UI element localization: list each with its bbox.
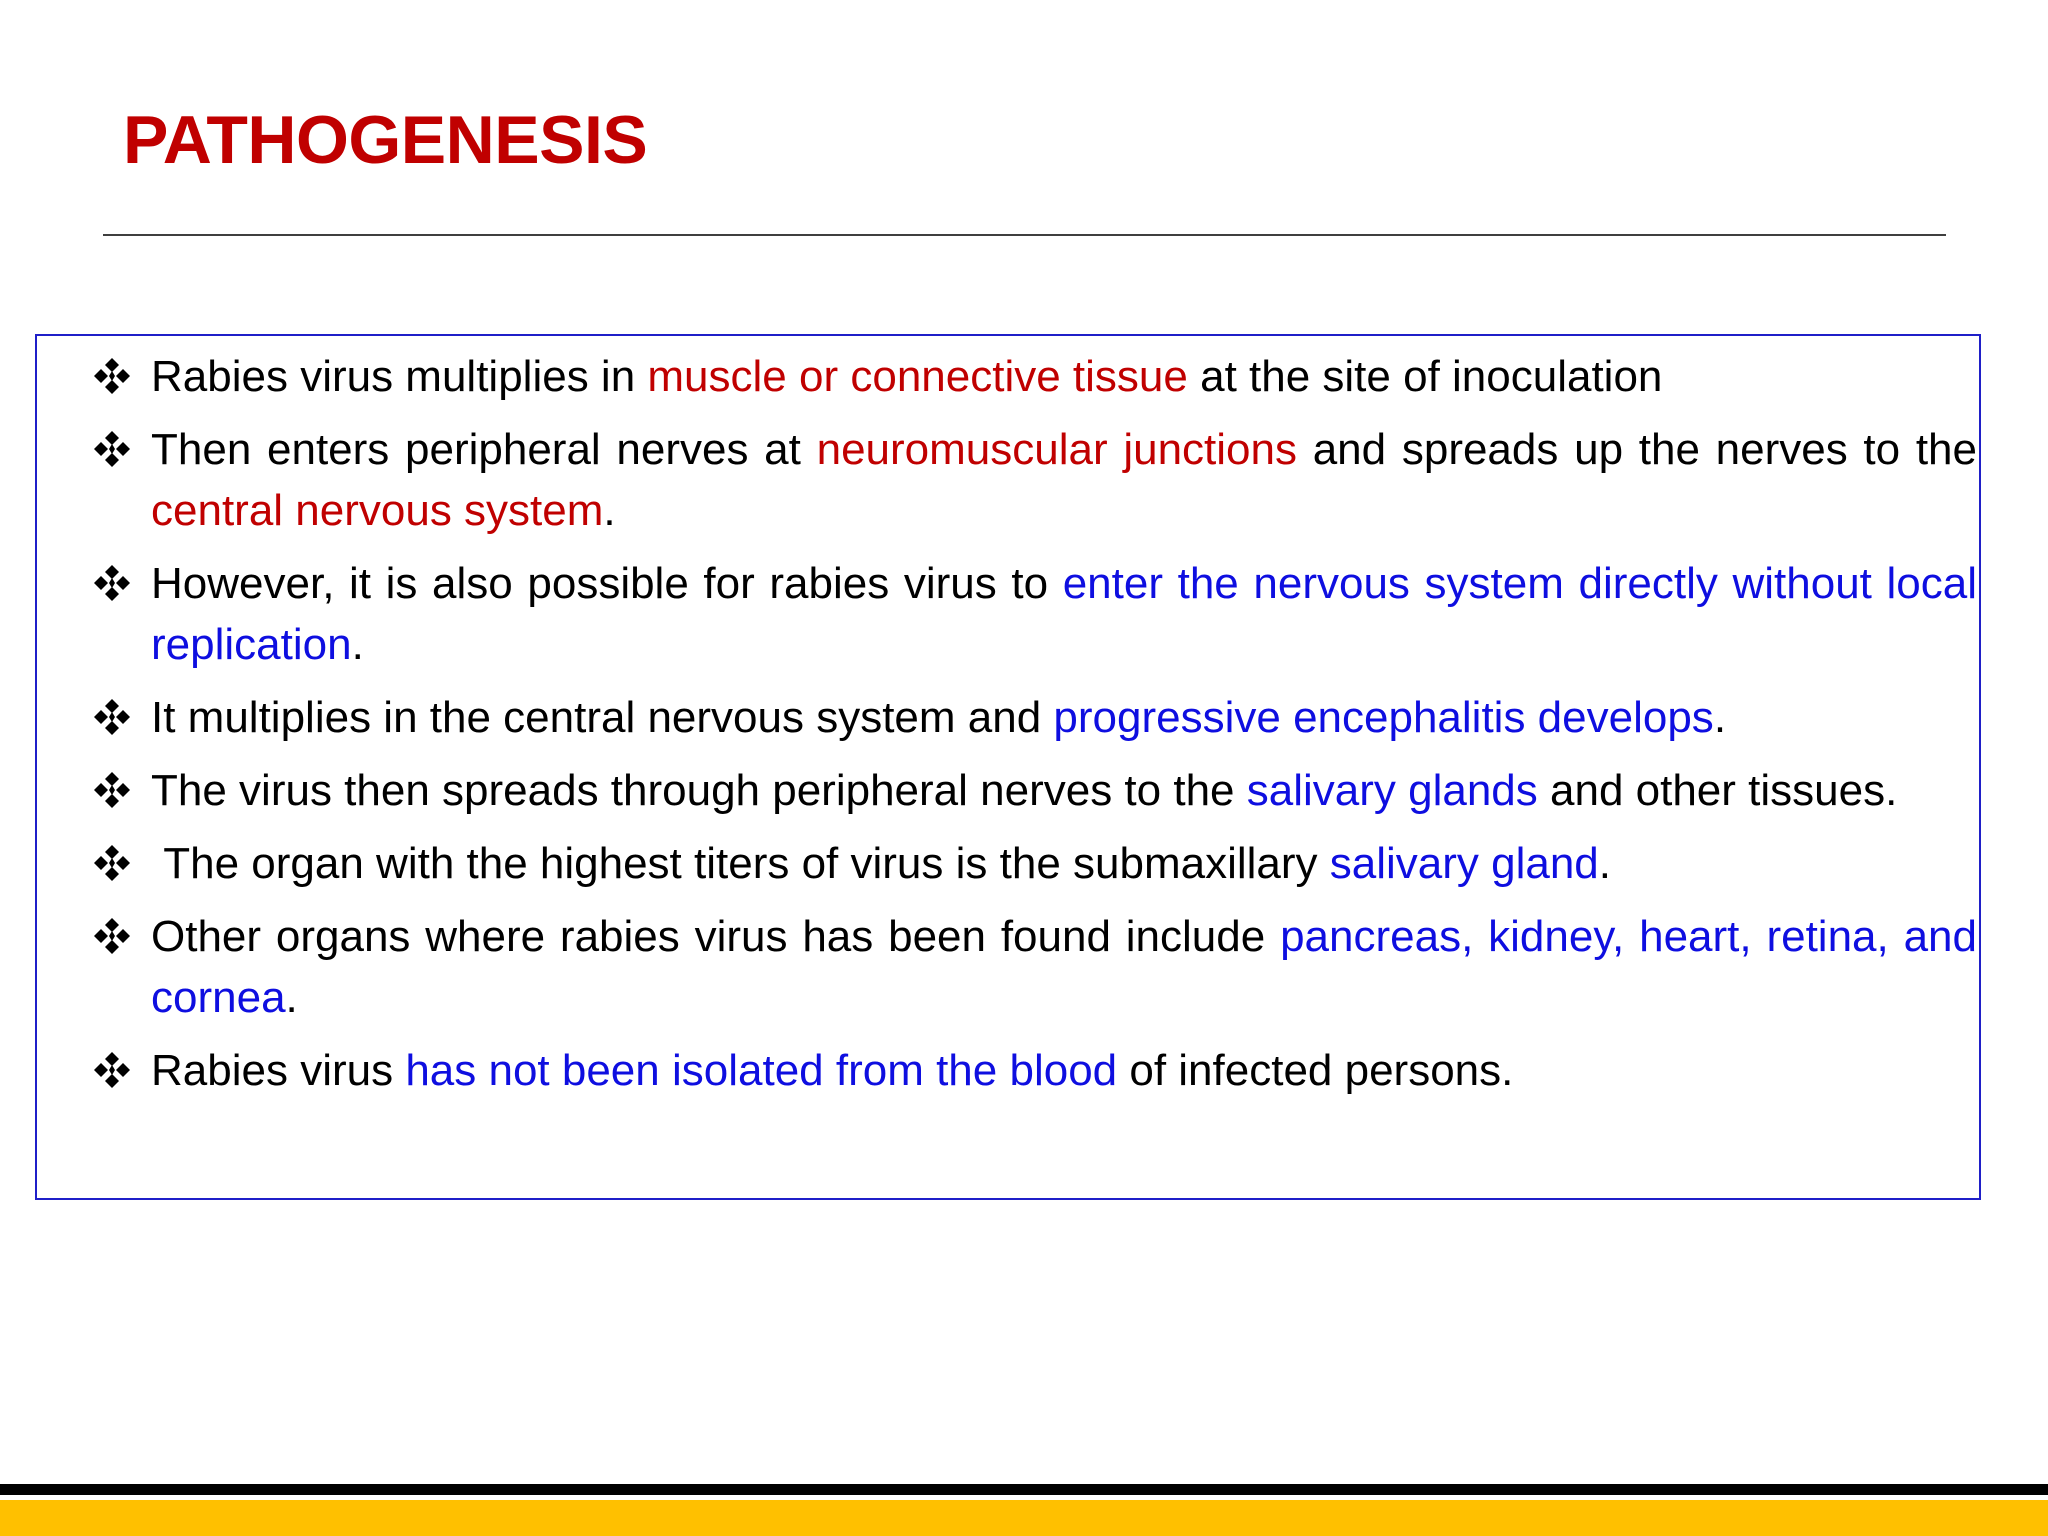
highlight-blue: has not been isolated from the blood <box>405 1046 1118 1095</box>
bullet-text: Other organs where rabies virus has been found include pancreas, kidney, heart, retina, and cornea. <box>151 912 1977 1022</box>
bullet-item <box>59 833 1999 894</box>
highlight-blue: salivary glands <box>1246 766 1538 815</box>
four-diamond-bullet-icon <box>93 1051 131 1089</box>
four-diamond-bullet-icon <box>93 771 131 809</box>
highlight-blue: pancreas, kidney, heart, retina, and cornea <box>151 912 1977 1022</box>
bullet-text: The virus then spreads through peripheral nerves to the salivary glands and other tissues. <box>151 766 1898 815</box>
bullet-text: Rabies virus multiplies in muscle or connective tissue at the site of inoculation <box>151 352 1663 401</box>
four-diamond-bullet-icon <box>93 844 131 882</box>
bullet-list <box>59 346 1999 1113</box>
bullet-text: It multiplies in the central nervous system and progressive encephalitis develops. <box>151 693 1727 742</box>
bullet-item <box>59 553 1999 675</box>
bullet-text: However, it is also possible for rabies virus to enter the nervous system directly without local replication. <box>151 559 1978 669</box>
bullet-item <box>59 419 1999 541</box>
highlight-red: neuromuscular junctions <box>816 425 1297 474</box>
bullet-item <box>59 687 1999 748</box>
four-diamond-bullet-icon <box>93 564 131 602</box>
title-divider <box>103 234 1946 236</box>
bullet-text: Then enters peripheral nerves at neuromuscular junctions and spreads up the nerves to the central nervous system. <box>151 425 1977 535</box>
highlight-red: central nervous system <box>151 486 604 535</box>
four-diamond-bullet-icon <box>93 430 131 468</box>
four-diamond-bullet-icon <box>93 357 131 395</box>
content-box <box>35 334 1981 1200</box>
highlight-blue: progressive encephalitis develops <box>1053 693 1714 742</box>
four-diamond-bullet-icon <box>93 917 131 955</box>
bullet-text: The organ with the highest titers of virus is the submaxillary salivary gland. <box>151 839 1612 888</box>
footer-black-band <box>0 1484 2048 1495</box>
bullet-text: Rabies virus has not been isolated from the blood of infected persons. <box>151 1046 1514 1095</box>
highlight-red: muscle or connective tissue <box>647 352 1188 401</box>
bullet-item <box>59 346 1999 407</box>
bullet-item <box>59 1040 1999 1101</box>
slide-title: PATHOGENESIS <box>123 102 648 178</box>
highlight-blue: salivary gland <box>1329 839 1599 888</box>
highlight-blue: enter the nervous system directly without local replication <box>151 559 1978 669</box>
bullet-item <box>59 760 1999 821</box>
four-diamond-bullet-icon <box>93 698 131 736</box>
footer-yellow-band <box>0 1500 2048 1536</box>
bullet-item <box>59 906 1999 1028</box>
